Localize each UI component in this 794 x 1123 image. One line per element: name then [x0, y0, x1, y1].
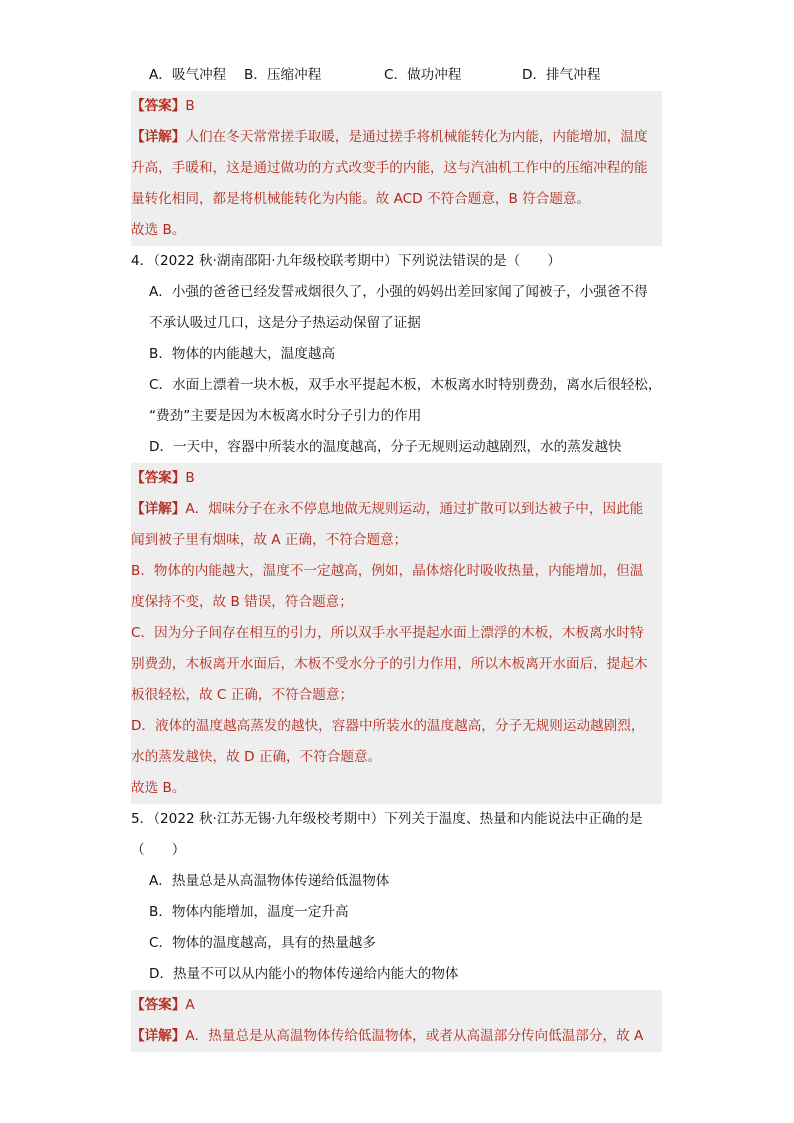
q4-detail-line: C．因为分子间存在相互的引力，所以双手水平提起水面上漂浮的木板，木板离水时特 — [131, 625, 644, 641]
q5-option-a: A．热量总是从高温物体传递给低温物体 — [149, 873, 390, 889]
q3-option-a: A．吸气冲程 — [149, 67, 227, 83]
detail-tag: 【详解】 — [131, 129, 186, 145]
q5-answer — [131, 990, 662, 1021]
q4-detail-line: 板很轻松，故 C 正确，不符合题意； — [131, 687, 354, 703]
q4-detail-line: 水的蒸发越快，故 D 正确，不符合题意。 — [131, 749, 382, 765]
q3-detail-line: 【详解】人们在冬天常常搓手取暖，是通过搓手将机械能转化为内能，内能增加，温度 — [131, 129, 648, 145]
detail-tag: 【详解】 — [131, 1028, 186, 1044]
q4-answer-block — [131, 463, 662, 804]
q4-detail-line: D．液体的温度越高蒸发的越快，容器中所装水的温度越高，分子无规则运动越剧烈， — [131, 718, 645, 734]
answer-value: B — [185, 470, 195, 486]
q4-detail-line: B．物体的内能越大，温度不一定越高，例如，晶体熔化时吸收热量，内能增加，但温 — [131, 563, 644, 579]
answer-tag: 【答案】 — [131, 470, 186, 486]
q4-detail-line: 【详解】A．烟味分子在永不停息地做无规则运动，通过扩散可以到达被子中，因此能 — [131, 501, 644, 517]
q4-detail-line: 别费劲，木板离开水面后，木板不受水分子的引力作用，所以木板离开水面后，提起木 — [131, 656, 648, 672]
q5-option-d: D．热量不可以从内能小的物体传递给内能大的物体 — [149, 966, 459, 982]
q3-option-d: D．排气冲程 — [522, 67, 601, 83]
q4-answer — [131, 463, 662, 494]
q3-option-b: B．压缩冲程 — [244, 67, 322, 83]
detail-tag: 【详解】 — [131, 501, 186, 517]
q3-detail-line: 升高，手暖和，这是通过做功的方式改变手的内能，这与汽油机工作中的压缩冲程的能 — [131, 160, 648, 176]
answer-value: A — [185, 997, 195, 1013]
q4-option-b: B．物体的内能越大，温度越高 — [149, 346, 336, 362]
q3-answer-block — [131, 91, 662, 246]
q5-detail-line: 【详解】A．热量总是从高温物体传给低温物体，或者从高温部分传向低温部分，故 A — [131, 1028, 644, 1044]
q3-options — [131, 60, 662, 91]
q4-detail-line: 闻到被子里有烟味，故 A 正确，不符合题意； — [131, 532, 408, 548]
q3-answer — [131, 91, 662, 122]
q4-stem: 4．（2022 秋·湖南邵阳·九年级校联考期中）下列说法错误的是（ ） — [131, 253, 562, 269]
q4-option-d: D．一天中，容器中所装水的温度越高，分子无规则运动越剧烈，水的蒸发越快 — [149, 439, 622, 455]
q4-conclusion: 故选 B。 — [131, 780, 186, 796]
q3-option-c: C．做功冲程 — [384, 67, 462, 83]
answer-value: B — [185, 98, 195, 114]
q4-detail-line: 度保持不变，故 B 错误，符合题意； — [131, 594, 353, 610]
q4-option-a: A．小强的爸爸已经发誓戒烟很久了，小强的妈妈出差回家闻了闻被子，小强爸不得 — [149, 284, 648, 300]
q5-stem: 5．（2022 秋·江苏无锡·九年级校考期中）下列关于温度、热量和内能说法中正确的是 — [131, 811, 643, 827]
q5-stem-cont: （ ） — [131, 842, 186, 858]
q4-option-a-cont: 不承认吸过几口，这是分子热运动保留了证据 — [149, 315, 421, 331]
q5-answer-block — [131, 990, 662, 1052]
q5-option-c: C．物体的温度越高，具有的热量越多 — [149, 935, 376, 951]
answer-tag: 【答案】 — [131, 997, 186, 1013]
q4-option-c-cont: “费劲”主要是因为木板离水时分子引力的作用 — [149, 408, 422, 424]
document-page — [131, 60, 662, 1052]
q3-detail-line: 量转化相同，都是将机械能转化为内能。故 ACD 不符合题意，B 符合题意。 — [131, 191, 591, 207]
q4-option-c: C．水面上漂着一块木板，双手水平提起木板，木板离水时特别费劲，离水后很轻松， — [149, 377, 662, 393]
q3-conclusion: 故选 B。 — [131, 222, 186, 238]
answer-tag: 【答案】 — [131, 98, 186, 114]
q5-option-b: B．物体内能增加，温度一定升高 — [149, 904, 349, 920]
